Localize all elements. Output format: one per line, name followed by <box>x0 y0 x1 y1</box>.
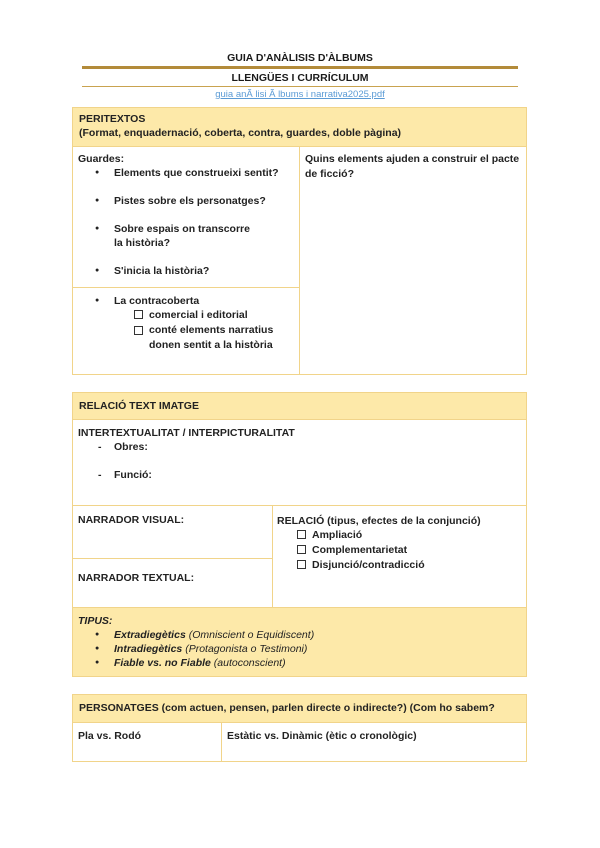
subtitle-rule <box>82 86 518 87</box>
peritextos-subheading: (Format, enquadernació, coberta, contra, guardes, doble pàgina) <box>79 127 402 139</box>
guardes-item: ● Pistes sobre els personatges? <box>78 194 294 208</box>
peritextos-section <box>72 107 527 375</box>
checkbox-disjuncio[interactable] <box>297 560 306 569</box>
peritextos-heading: PERITEXTOS <box>79 113 146 125</box>
relacio-label: RELACIÓ (tipus, efectes de la conjunció) <box>277 515 481 527</box>
contracoberta-item: ● La contracoberta <box>78 294 294 308</box>
checkbox-complementarietat[interactable] <box>297 545 306 554</box>
intertext-cell <box>73 419 526 505</box>
relacio-section <box>72 392 527 677</box>
checkbox-comercial[interactable] <box>134 310 143 319</box>
pacte-ficcio-question: Quins elements ajuden a construir el pacte de ficció? <box>305 153 520 180</box>
guardes-list <box>78 166 294 278</box>
file-link[interactable]: guia anÃ lisi Ã lbums i narrativa2025.pdf <box>215 89 385 100</box>
peritextos-body <box>73 146 526 374</box>
checkbox-narratius[interactable] <box>134 326 143 335</box>
narrador-row <box>73 505 526 607</box>
pacte-ficcio-cell <box>300 147 526 375</box>
tipus-item: ● Extradiegètics (Omniscient o Equidiscent) <box>78 628 521 642</box>
document-subtitle: LLENGÜES I CURRÍCULUM <box>231 72 369 84</box>
personatges-section <box>72 694 527 762</box>
obres-item: - Obres: <box>78 440 521 454</box>
guardes-label: Guardes: <box>78 153 125 165</box>
tipus-cell <box>73 607 526 676</box>
relacio-cell <box>277 514 526 573</box>
tipus-label: TIPUS: <box>78 615 113 627</box>
peritextos-header <box>73 108 526 146</box>
personatges-header: PERSONATGES (com actuen, pensen, parlen directe o indirecte?) (Com ho sabem? <box>73 695 526 722</box>
guardes-cell <box>73 147 299 287</box>
tipus-list <box>78 628 521 670</box>
relacio-option: Disjunció/contradicció <box>277 558 526 573</box>
contracoberta-list <box>78 294 294 308</box>
contracoberta-cell <box>73 287 299 375</box>
intertext-label: INTERTEXTUALITAT / INTERPICTURALITAT <box>78 427 295 439</box>
guardes-item: ● S'inicia la història? <box>78 264 294 278</box>
guardes-item: ● Sobre espais on transcorre la història? <box>78 222 258 250</box>
estatic-dinamic-label: Estàtic vs. Dinàmic (ètic o cronològic) <box>227 730 417 742</box>
personatges-divider <box>221 723 222 761</box>
narrador-divider <box>272 506 273 607</box>
narrador-split <box>73 558 272 559</box>
personatges-row <box>73 722 526 761</box>
contra-option-1: comercial i editorial <box>78 308 294 323</box>
narrador-textual: NARRADOR TEXTUAL: <box>78 572 195 584</box>
relacio-option: Complementarietat <box>277 543 526 558</box>
funcio-item: - Funció: <box>78 468 521 482</box>
contra-option-2: conté elements narratius donen sentit a la història <box>78 323 294 353</box>
checkbox-ampliacio[interactable] <box>297 530 306 539</box>
guardes-item: ● Elements que construeixi sentit? <box>78 166 294 180</box>
tipus-item: ● Fiable vs. no Fiable (autoconscient) <box>78 656 521 670</box>
pla-rodo-label: Pla vs. Rodó <box>78 730 142 742</box>
narrador-visual: NARRADOR VISUAL: <box>78 514 185 526</box>
title-rule <box>82 66 518 69</box>
relacio-header: RELACIÓ TEXT IMATGE <box>73 393 526 419</box>
tipus-item: ● Intradiegètics (Protagonista o Testimoni) <box>78 642 521 656</box>
relacio-option: Ampliació <box>277 528 526 543</box>
document-title: GUIA D'ANÀLISIS D'ÀLBUMS <box>227 52 373 64</box>
